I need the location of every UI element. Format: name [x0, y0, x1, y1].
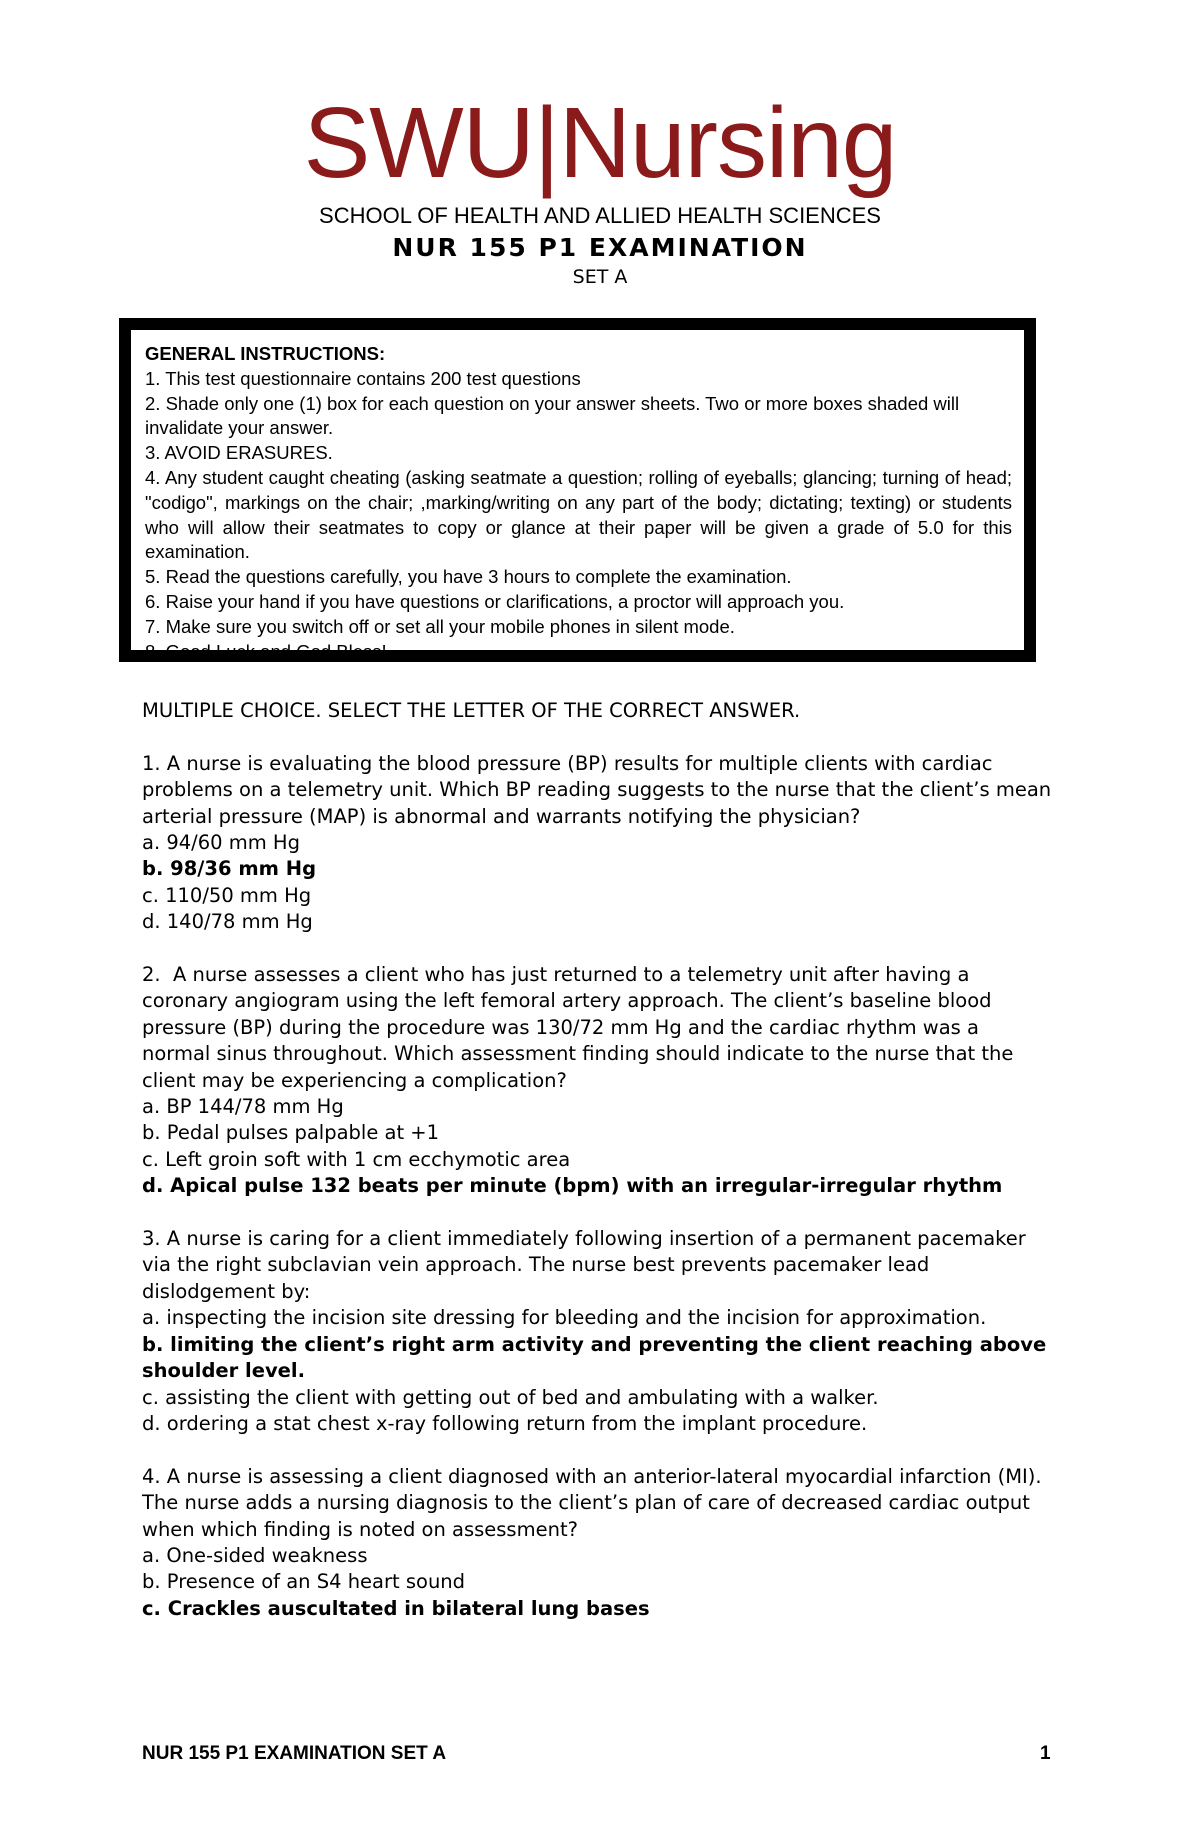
answer-option-correct: d. Apical pulse 132 beats per minute (bpm) with an irregular-irregular rhythm: [142, 1174, 1003, 1198]
instruction-item: 5. Read the questions carefully, you have 3 hours to complete the examination.: [145, 566, 792, 588]
question-stem: 2. A nurse assesses a client who has just returned to a telemetry unit after having a coronary angiogram using the left femoral artery approach. The client’s baseline blood pressure (BP) during the procedure was 130/72 mm Hg and the cardiac rhythm was a normal sinus throughout. Which assessment finding should indicate to the nurse that the client may be experiencing a complication?: [142, 963, 1020, 1092]
answer-option: a. 94/60 mm Hg: [142, 831, 300, 855]
question-4: [142, 1464, 1052, 1622]
instruction-item: 3. AVOID ERASURES.: [145, 442, 333, 464]
question-2: [142, 962, 1052, 1200]
answer-option-correct: b. 98/36 mm Hg: [142, 857, 317, 881]
question-stem: 1. A nurse is evaluating the blood pressure (BP) results for multiple clients with cardiac problems on a telemetry unit. Which BP reading suggests to the nurse that the client’s mean arterial pressure (MAP) is abnormal and warrants notifying the physician?: [142, 751, 1058, 828]
instruction-item: 4. Any student caught cheating (asking seatmate a question; rolling of eyeballs; glancing; turning of head; "codigo", markings on the chair; ,marking/writing on any part of the body; dictating; texting) or students who will allow their seatmates to copy or glance at their paper will be given a grade of 5.0 for this examination.: [145, 466, 1012, 563]
answer-option: a. BP 144/78 mm Hg: [142, 1095, 344, 1119]
answer-option: b. Presence of an S4 heart sound: [142, 1570, 466, 1594]
answer-option: a. One-sided weakness: [142, 1543, 368, 1567]
general-instructions-box: [119, 318, 1036, 662]
section-heading: MULTIPLE CHOICE. SELECT THE LETTER OF THE CORRECT ANSWER.: [142, 699, 801, 722]
page-number: 1: [1040, 1743, 1051, 1764]
question-stem: 3. A nurse is caring for a client immediately following insertion of a permanent pacemaker via the right subclavian vein approach. The nurse best prevents pacemaker lead dislodgement by:: [142, 1227, 1032, 1303]
school-name: SCHOOL OF HEALTH AND ALLIED HEALTH SCIENCES: [319, 203, 881, 228]
exam-content: [142, 698, 1058, 1622]
answer-option: c. assisting the client with getting out of bed and ambulating with a walker.: [142, 1385, 879, 1409]
answer-option: c. 110/50 mm Hg: [142, 883, 312, 907]
question-1: [142, 751, 1058, 936]
instruction-item: 2. Shade only one (1) box for each question on your answer sheets. Two or more boxes shaded will invalidate your answer.: [145, 392, 960, 439]
instruction-item: 6. Raise your hand if you have questions or clarifications, a proctor will approach you.: [145, 590, 845, 612]
answer-option-correct: b. limiting the client’s right arm activity and preventing the client reaching above shoulder level.: [142, 1332, 1054, 1383]
answer-option: a. inspecting the incision site dressing for bleeding and the incision for approximation.: [142, 1306, 987, 1330]
question-stem: 4. A nurse is assessing a client diagnosed with an anterior-lateral myocardial infarction (MI). The nurse adds a nursing diagnosis to the client’s plan of care of decreased cardiac output when which finding is noted on assessment?: [142, 1464, 1048, 1541]
instructions-heading: GENERAL INSTRUCTIONS:: [145, 343, 386, 364]
exam-set: SET A: [572, 266, 628, 288]
instruction-item: 8. Good Luck and God Bless!: [145, 640, 387, 662]
answer-option-correct: c. Crackles auscultated in bilateral lung bases: [142, 1596, 650, 1620]
answer-option: b. Pedal pulses palpable at +1: [142, 1121, 440, 1145]
answer-option: d. 140/78 mm Hg: [142, 910, 313, 934]
instruction-item: 1. This test questionnaire contains 200 test questions: [145, 367, 581, 389]
question-3: [142, 1226, 1052, 1437]
answer-option: c. Left groin soft with 1 cm ecchymotic area: [142, 1147, 571, 1171]
footer-exam-label: NUR 155 P1 EXAMINATION SET A: [142, 1743, 447, 1764]
answer-option: d. ordering a stat chest x-ray following return from the implant procedure.: [142, 1411, 868, 1435]
exam-title: NUR 155 P1 EXAMINATION: [392, 233, 808, 262]
swu-nursing-logo: SWU|Nursing: [303, 87, 897, 199]
instruction-item: 7. Make sure you switch off or set all your mobile phones in silent mode.: [145, 615, 735, 637]
